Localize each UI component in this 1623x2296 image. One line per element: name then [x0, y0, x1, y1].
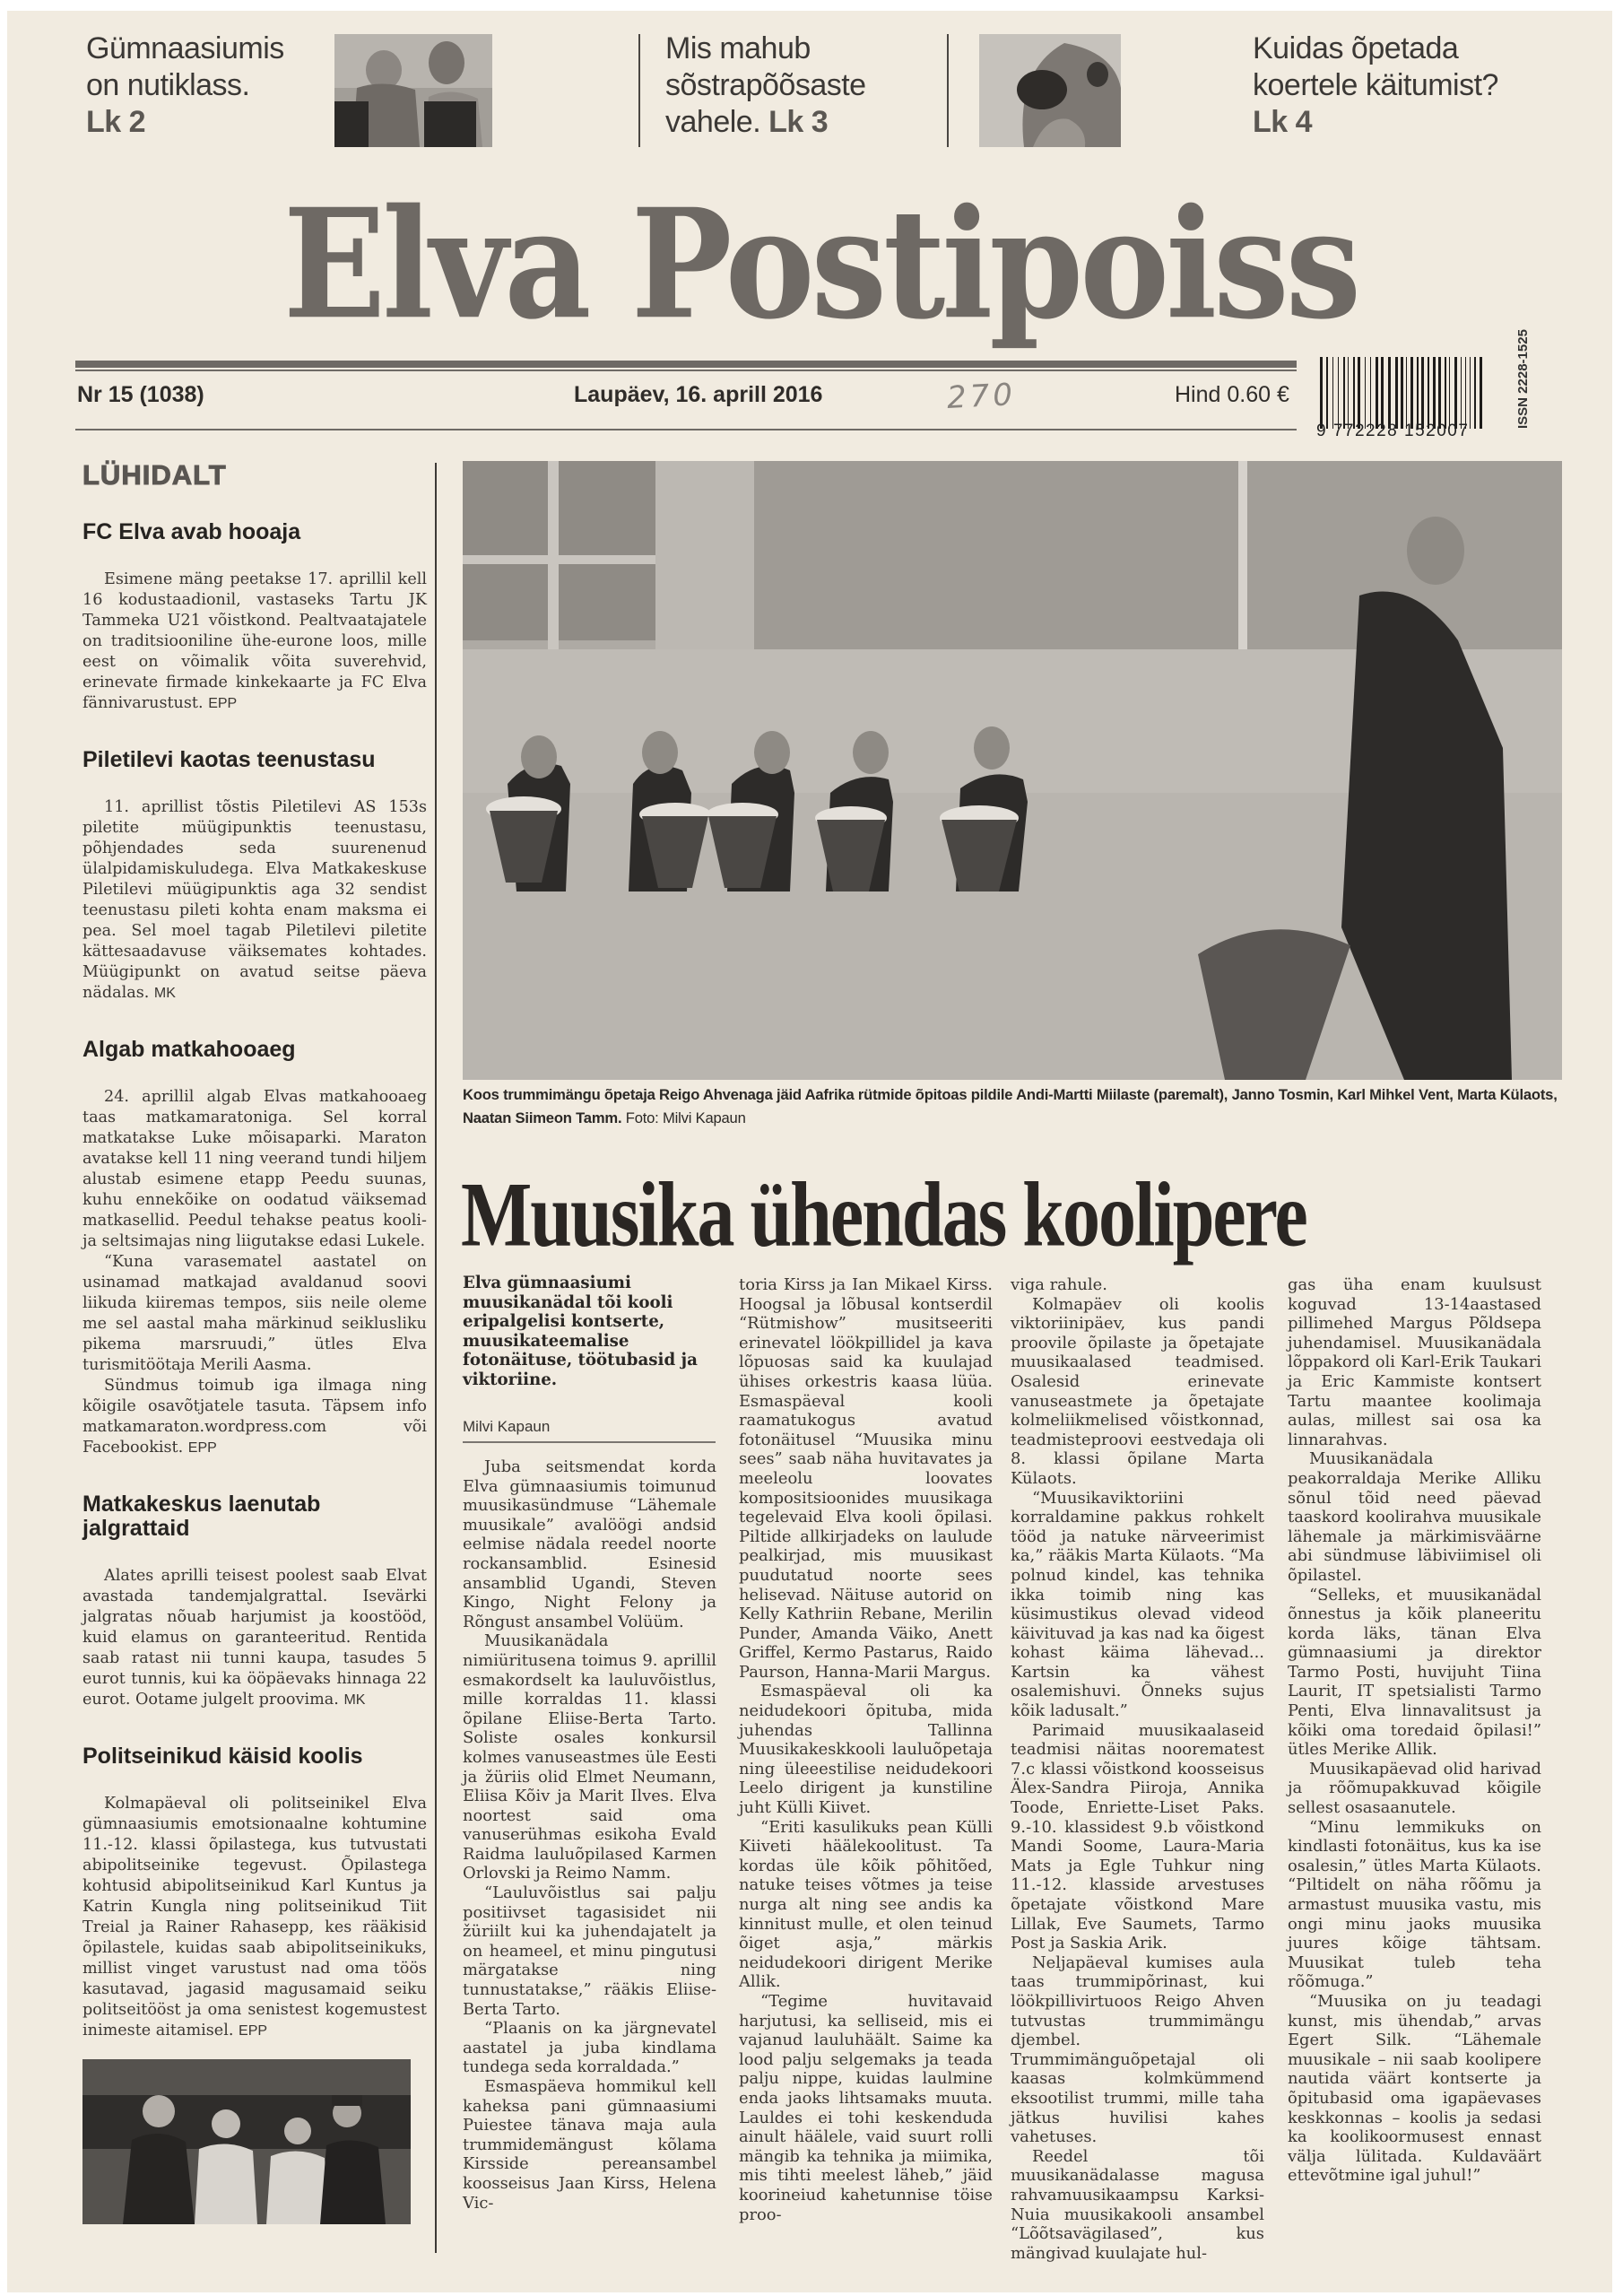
- barcode-bar: [1449, 357, 1450, 429]
- barcode-bar: [1480, 357, 1482, 429]
- barcode-bar: [1376, 357, 1378, 429]
- brief-body: [82, 797, 427, 1004]
- article-column-2: [739, 1275, 993, 2289]
- article-paragraph: Juba seitsmendat korda Elva gümnaasiumis toimunud muusikasündmuse “Lähemale muusikale” avalöögi andsid eelmise nädala reedel noorte rockansamblid. Esinesid ansamblid Ugandi, Steven Kingo, Night Felony ja Rõngust ansambel Volüüm.: [463, 1457, 716, 1631]
- barcode-bar: [1470, 357, 1471, 429]
- barcode-bar: [1388, 357, 1391, 429]
- teaser-3-line-1: Kuidas õpetada: [1253, 31, 1459, 65]
- barcode-bar: [1465, 357, 1466, 429]
- brief-paragraph-text: Kolmapäeval oli politseinikel Elva gümnaasiumis emotsionaalne kohtumine 11.-12. klassi õpilastega, kus tutvustati abipolitseinike tegevust. Õpilastega kohtusid abipolitseinikud Karl Kuntus ja Katrin Kungla ning politseinikud Tiit Treial ja Rainer Rahasepp, kes rääkisid õpilastele, kuidas saab abipolitseinikuks, millist vinget varustust nad oma töös kasutavad, jagasid magusamaid seiku politseitööst ja oma senistest kogemustest inimeste aitamisel.: [82, 1795, 427, 2039]
- teaser-1-photo: [334, 34, 492, 147]
- brief-paragraph-text: Sündmus toimub iga ilmaga ning kõigile osavõtjatele tasuta. Täpsem info matkamaraton.wordpress.com või Facebookist.: [82, 1377, 427, 1457]
- article-paragraph: “Muusikaviktoriini korraldamine pakkus rohkelt tööd ja natuke närveerimist ka,” rääkis Marta Külaots. “Ma polnud kindel, kas tehnika ikka toimib ning kas küsimustikus olevad videod käivituvad ja kas nad ka õigest kohast käima lähevad... Kartsin ka vähest osalemishuvi. Õnneks sujus kõik ladusalt.”: [1011, 1488, 1264, 1721]
- brief-title[interactable]: Algab matkahooaeg: [82, 1037, 296, 1062]
- article-column-3: [1011, 1275, 1264, 2289]
- article-paragraph: “Muusika on ju teadagi kunst, mis ühendab,” arvas Egert Silk. “Lähemale muusikale – nii saab koolipere nautida väärt kontserte ja õpitubasid oma igapäevases keskkonnas – koolis ja sedasi ka koolikoormusest ennast välja lülitada. Kuldaväärt ettevõtmine igal juhul!”: [1288, 1991, 1541, 2186]
- brief-paragraph: [82, 1794, 427, 2041]
- brief-signature: MK: [153, 986, 176, 1001]
- brief-paragraph-text: Esimene mäng peetakse 17. aprillil kell 16 kodustaadionil, vastaseks Tartu JK Tammeka U21 võistkond. Pealtvaatajatele on traditsiooniline ühe-eurone loos, mille eest on võimalik võita suverehvid, erinevate firmade kinkekaarte ja FC Elva fännivarustust.: [82, 570, 427, 712]
- barcode-bar: [1461, 357, 1462, 429]
- barcode-bar: [1353, 357, 1355, 429]
- teaser-2[interactable]: [665, 30, 866, 141]
- article-column-1: [463, 1457, 716, 2292]
- brief-paragraph-text: Alates aprilli teisest poolest saab Elvat avastada tandemjalgrattal. Isevärki jalgratas nõuab harjumist ja koostööd, kuid elamus on garanteeritud. Rentida saab ratast nii tunni kaupa, tasudes 5 eurot tunnis, kui ka ööpäevaks hinnaga 22 eurot. Ootame julgelt proovima.: [82, 1567, 427, 1709]
- brief-item: [82, 1744, 427, 2041]
- barcode-bar: [1348, 357, 1349, 429]
- brief-title[interactable]: Politseinikud käisid koolis: [82, 1744, 363, 1769]
- article-paragraph: Reedel tõi muusikanädalasse magusa rahvamuusikaampsu Karksi-Nuia muusikakooli ansambel “Lõõtsavägilased”, kus mängivad kuulajate hul-: [1011, 2146, 1264, 2263]
- teaser-2-page-ref: Lk 3: [768, 105, 829, 139]
- teaser-1-page-ref: Lk 2: [86, 105, 146, 139]
- article-body: [463, 1457, 716, 2213]
- brief-body: [82, 570, 427, 714]
- article-paragraph: Kolmapäev oli koolis viktoriinipäev, kus pandi proovile õpilaste ja õpetajate muusikaalased teadmised. Osalesid erinevate vanuseastmete ja õpetajate kolmeliikmelised võistkonnad, teadmisteproovi eestvedaja oli 8. klassi õpilane Marta Külaots.: [1011, 1294, 1264, 1488]
- brief-title[interactable]: FC Elva avab hooaja: [82, 519, 301, 544]
- brief-title[interactable]: Matkakeskus laenutab jalgrattaid: [82, 1492, 321, 1541]
- issue-date: Laupäev, 16. aprill 2016: [574, 382, 823, 407]
- barcode-bar: [1438, 357, 1441, 429]
- brief-paragraph-text: “Kuna varasematel aastatel on usinamad matkajad avaldanud soovi liikuda kiiremas tempos, siis neile oleme me sel aastal maha märkinud seiklusliku pikema marsruudi,” ütles Elva turismitöötaja Merili Aasma.: [82, 1253, 427, 1374]
- teaser-divider-1: [638, 34, 640, 147]
- brief-signature: EPP: [239, 2023, 268, 2039]
- article-paragraph: Parimaid muusikaalaseid teadmisi näitas noorematest 7.c klassi võistkond koosseisus Älex-Sandra Piiroja, Annika Toode, Enriette-Liset Paks. 9.-10. klassidest 9.b võistkond Mandi Soome, Laura-Maria Mats ja Egle Tuhkur ning 11.-12. klasside arvestuses õpetajate võistkond Mare Lillak, Eve Saumets, Tarmo Post ja Saskia Arik.: [1011, 1720, 1264, 1953]
- barcode-bar: [1326, 357, 1328, 429]
- article-paragraph: Muusikapäevad olid harivad ja rõõmupakkuvad kõigile sellest osasaanutele.: [1288, 1759, 1541, 1818]
- brief-signature: EPP: [187, 1440, 217, 1456]
- main-headline[interactable]: Muusika ühendas koolipere: [461, 1164, 1306, 1266]
- article-paragraph: gas üha enam kuulsust koguvad 13-14aastased pillimehed Margus Põldsepa juhendamisel. Muusikanädala lõppakord oli Karl-Erik Taukari ja Eric Kammiste kontsert Tartu maantee koolimaja aulas, millest sai osa ka linnarahvas.: [1288, 1275, 1541, 1449]
- article-paragraph: “Minu lemmikuks on kindlasti fotonäitus, kus ka ise osalesin,” ütles Marta Külaots. “Piltidelt on näha rõõmu ja armastust muusika vastu, mis ongi minu jaoks muusika juures kõige tähtsam. Muusikat tuleb teha rõõmuga.”: [1288, 1817, 1541, 1992]
- briefs-column: [82, 459, 427, 2075]
- teaser-2-line-3: vahele.: [665, 105, 761, 139]
- brief-paragraph: [82, 1087, 427, 1252]
- barcode-bar: [1320, 357, 1323, 429]
- article-paragraph: “Lauluvõistlus sai palju positiivset tagasisidet nii žüriilt kui ka juhendajatelt ja on heameel, et minu pingutusi märgatakse ning tunnustatakse,” rääkis Eliise-Berta Tarto.: [463, 1883, 716, 2019]
- teaser-1-line-1: Gümnaasiumis: [86, 31, 284, 65]
- article-paragraph: “Selleks, et muusikanädal õnnestus ja kõik planeeritu korda läks, tänan Elva gümnaasiumi ja direktor Tarmo Posti, huvijuht Tiina Laurit, IT spetsialisti Tarmo Penti, Elva linnavalitsust ja kõiki oma toredaid õpilasi!” ütles Merike Allik.: [1288, 1585, 1541, 1760]
- article-paragraph: Neljapäeval kumises aula taas trummipõrinast, kui löökpillivirtuoos Reigo Ahven tutvustas trummimängu djembel. Trummimänguõpetajal oli kaasas kolmkümmend eksootilist trummi, mille taha jätkus huvilisi kahes vahetuses.: [1011, 1952, 1264, 2147]
- teaser-3-photo: [979, 34, 1121, 147]
- brief-item: [82, 748, 427, 1004]
- brief-item: [82, 1492, 427, 1710]
- article-lede: Elva gümnaasiumi muusikanädal tõi kooli eripalgelisi kontserte, muusikateemalise fotonäituse, töötubasid ja viktoriine.: [463, 1274, 698, 1389]
- masthead-rule-bottom: [75, 429, 1297, 430]
- section-label: LÜHIDALT: [82, 459, 227, 491]
- teaser-1-line-2: on nutiklass.: [86, 68, 250, 102]
- brief-body: [82, 1566, 427, 1710]
- price: Hind 0.60 €: [1175, 382, 1289, 407]
- barcode-bar: [1395, 357, 1398, 429]
- masthead-rule-top-thin: [75, 370, 1297, 371]
- article-paragraph: Esmaspäeval oli ka neidudekoori õpituba, mida juhendas Tallinna Muusikakeskkooli lauluõpetaja ning üleeestilise neidudekoori Leelo dirigent ja kunstiline juht Külli Kiivet.: [739, 1682, 993, 1818]
- brief-paragraph-text: 24. aprillil algab Elvas matkahooaeg taas matkamaratoniga. Sel korral matkatakse Luke mõisaparki. Maraton avatakse kell 11 ning veerand tundi hiljem alustab esimene etapp Peedu suunas, kuhu ennekõike on oodatud väiksemad matkasellid. Peedul tehakse peatus kooli- ja seltsimajas ning liigutakse edasi Lukele.: [82, 1088, 427, 1250]
- article-body: [739, 1275, 993, 2224]
- brief-title[interactable]: Piletilevi kaotas teenustasu: [82, 747, 376, 772]
- article-paragraph: “Eriti kasulikuks pean Külli Kiiveti häälekoolitust. Ta kordas üle kõik põhitõed, natuke teises võtmes ja teise nurga alt ning see andis ka kinnitust mulle, et olen teinud õiget asja,” märkis neidudekoori dirigent Merike Allik.: [739, 1817, 993, 1992]
- article-paragraph: “Plaanis on ka järgnevatel aastatel ja juba kindlama tundega seda korraldada.”: [463, 2019, 716, 2077]
- masthead-title: Elva Postipoiss: [282, 176, 1358, 353]
- barcode-bar: [1474, 357, 1476, 429]
- barcode-bar: [1433, 357, 1436, 429]
- barcode-bar: [1406, 357, 1407, 429]
- barcode-bar: [1338, 357, 1339, 429]
- teaser-3-page-ref: Lk 4: [1253, 105, 1313, 139]
- article-body: [1011, 1275, 1264, 2263]
- article-column-4: [1288, 1275, 1541, 2289]
- brief-paragraph: [82, 1252, 427, 1376]
- barcode-bar: [1421, 357, 1424, 429]
- teaser-3-line-2: koertele käitumist?: [1253, 68, 1498, 102]
- barcode-bar: [1410, 357, 1413, 429]
- issn-label: ISSN 2228-1525: [1515, 329, 1531, 429]
- barcode-bar: [1445, 357, 1446, 429]
- brief-paragraph: [82, 570, 427, 714]
- article-body: [1288, 1275, 1541, 2186]
- barcode-bar: [1332, 357, 1333, 429]
- article-paragraph: viga rahule.: [1011, 1275, 1107, 1294]
- article-byline: Milvi Kapaun: [463, 1418, 716, 1443]
- brief-body: [82, 1794, 427, 2041]
- barcode-bar: [1401, 357, 1403, 429]
- barcode-bar: [1417, 357, 1419, 429]
- teaser-1[interactable]: [86, 30, 284, 141]
- issue-number: Nr 15 (1038): [77, 382, 204, 407]
- barcode-bar: [1428, 357, 1429, 429]
- brief-paragraph: [82, 797, 427, 1004]
- brief-signature: EPP: [208, 696, 238, 711]
- brief-signature: MK: [343, 1692, 366, 1708]
- masthead-rule-top: [75, 361, 1297, 368]
- article-paragraph: toria Kirss ja Ian Mikael Kirss. Hoogsal ja lõbusal kontserdil “Rütmishow” musitseeriti erinevatel löökpillidel ja kava lõpuosas said ka kuulajad ühises orkestris kaasa lüüa. Esmaspäeval kooli raamatukogus avatud fotonäitusel “Muusika minu sees” saab näha huvitavates ja meeleolu loovates kompositsioonides muusikaga tegelevaid Elva kooli õpilasi. Piltide allkirjadeks on laulude pealkirjad, mis muusikast puudutatud noorte sees helisevad. Näituse autorid on Kelly Kathriin Rebane, Merilin Punder, Amanda Väiko, Anett Griffel, Kermo Pastarus, Raido Paurson, Hanna-Marii Margus.: [739, 1275, 993, 1682]
- handwritten-note: 270: [946, 377, 1017, 416]
- brief-paragraph-text: 11. aprillist tõstis Piletilevi AS 153s piletite müügipunktis teenustasu, põhjendades seda suurenenud ülalpidamiskuludega. Elva Matkakeskuse Piletilevi müügipunktis aga 32 sendist teenustasu pileti kohta enam maksma ei pea. Sel moel tagab Piletilevi piletite kättesaadavuse väiksemates kohtades. Müügipunkt on avatud seitse päeva nädalas.: [82, 798, 427, 1002]
- barcode-bar: [1343, 357, 1345, 429]
- brief-item: [82, 520, 427, 714]
- brief-body: [82, 1087, 427, 1458]
- brief-paragraph: [82, 1566, 427, 1710]
- photo-caption-text: Koos trummimängu õpetaja Reigo Ahvenaga jäid Aafrika rütmide õpitoas pildile Andi-Martti Miilaste (paremalt), Janno Tosmin, Karl Mihkel Vent, Marta Külaots, Naatan Siimeon Tamm.: [463, 1086, 1558, 1126]
- article-paragraph: Esmaspäeva hommikul kell kaheksa pani gümnaasiumi Puiestee tänava maja aula trummidemängust kõlama Kirsside pereansambel koosseisus Jaan Kirss, Helena Vic-: [463, 2077, 716, 2213]
- main-photo: [463, 461, 1562, 1080]
- teaser-2-line-2: sõstrapõõsaste: [665, 68, 866, 102]
- photo-caption: [463, 1083, 1566, 1130]
- police-photo: [82, 2059, 411, 2224]
- article-paragraph: “Tegime huvitavaid harjutusi, ka selliseid, mis ei vajanud lauluhäält. Saime ka lood palju selgemaks ja teada palju nippe, kuidas laulmine enda jaoks lihtsamaks muuta. Lauldes ei tohi keskenduda ainult häälele, vaid suurt rolli mängib ka tehnika ja miimika, mis tihti meelest läheb,” jäid koorineiud kahetunnise töise proo-: [739, 1991, 993, 2224]
- brief-paragraph: [82, 1376, 427, 1458]
- barcode-digits: 9 772228 152007: [1316, 422, 1470, 440]
- teaser-3[interactable]: [1253, 30, 1498, 141]
- brief-item: [82, 1038, 427, 1458]
- teaser-2-line-1: Mis mahub: [665, 31, 811, 65]
- article-paragraph: Muusikanädala peakorraldaja Merike Alliku sõnul tõid need päevad taaskord koolirahva muusikale lähemale ja märkimisväärne abi sündmuse läbiviimisel oli õpilastel.: [1288, 1449, 1541, 1585]
- teaser-divider-2: [947, 34, 949, 147]
- barcode-bar: [1358, 357, 1360, 429]
- photo-credit: Foto: Milvi Kapaun: [625, 1109, 746, 1126]
- barcode-bar: [1370, 357, 1371, 429]
- barcode-icon: [1320, 357, 1515, 429]
- column-divider: [435, 463, 437, 2253]
- barcode-bar: [1365, 357, 1366, 429]
- barcode-bar: [1381, 357, 1384, 429]
- article-paragraph: Muusikanädala nimiüritusena toimus 9. aprillil esmakordselt ka lauluvõistlus, mille korraldas 11. klassi õpilane Eliise-Berta Tarto. Soliste osales konkursil kolmes vanuseastmes üle Eesti ja žüriis olid Elmet Neumann, Eliisa Kõiv ja Marit Ilves. Elva noortest said oma vanuserühmas esikoha Evald Raidma lauluõpilased Karmen Orlovski ja Reimo Namm.: [463, 1631, 716, 1883]
- barcode-bar: [1454, 357, 1457, 429]
